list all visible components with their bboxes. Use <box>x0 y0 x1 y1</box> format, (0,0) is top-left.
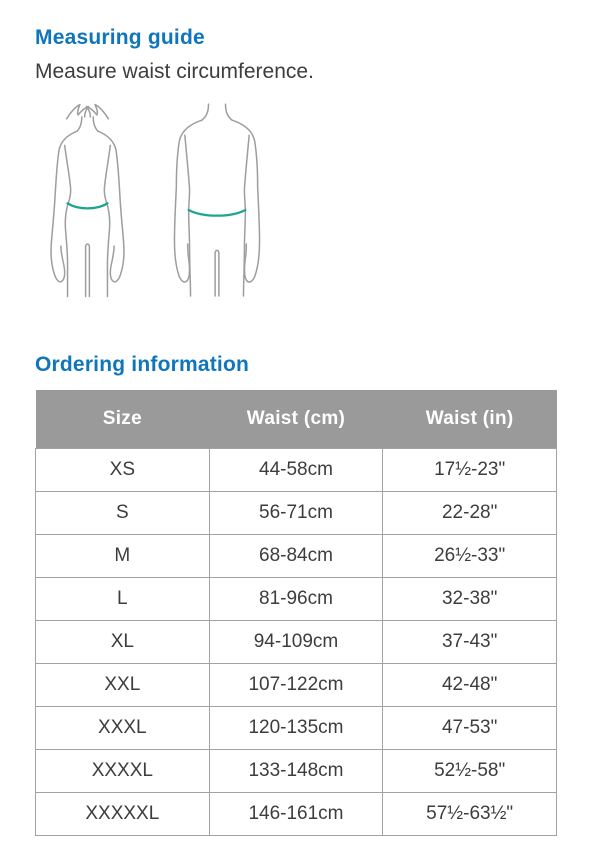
table-row <box>36 663 557 706</box>
table-cell: XXL <box>36 663 210 706</box>
table-cell: 57½-63½" <box>383 792 557 835</box>
measuring-guide-section <box>35 26 557 300</box>
table-row <box>36 534 557 577</box>
table-cell: 68-84cm <box>209 534 383 577</box>
table-row <box>36 577 557 620</box>
table-cell: L <box>36 577 210 620</box>
table-cell: 32-38" <box>383 577 557 620</box>
table-row <box>36 448 557 491</box>
male-neck <box>202 104 232 120</box>
column-header-waist-in: Waist (in) <box>383 390 557 448</box>
waist-line <box>68 204 108 209</box>
table-row <box>36 491 557 534</box>
table-cell: XL <box>36 620 210 663</box>
female-hair <box>67 105 89 119</box>
table-cell: XXXXXL <box>36 792 210 835</box>
female-hair <box>87 105 109 119</box>
male-torso-right <box>243 135 249 296</box>
table-row <box>36 749 557 792</box>
ordering-information-title: Ordering information <box>35 353 249 377</box>
table-cell: 42-48" <box>383 663 557 706</box>
female-figure-illustration <box>40 102 135 300</box>
male-figure-illustration <box>165 102 269 300</box>
table-cell: XXXL <box>36 706 210 749</box>
male-right-arm <box>232 120 259 282</box>
table-cell: XS <box>36 448 210 491</box>
size-table-header <box>36 390 557 448</box>
table-cell: 107-122cm <box>209 663 383 706</box>
table-cell: 52½-58" <box>383 749 557 792</box>
column-header-waist-cm: Waist (cm) <box>209 390 383 448</box>
table-cell: 120-135cm <box>209 706 383 749</box>
table-row <box>36 706 557 749</box>
measuring-guide-title: Measuring guide <box>35 26 205 49</box>
table-row <box>36 620 557 663</box>
male-leg-split <box>215 251 219 297</box>
female-neck <box>77 117 98 131</box>
table-cell: 94-109cm <box>209 620 383 663</box>
table-row <box>36 792 557 835</box>
table-cell: 22-28" <box>383 491 557 534</box>
table-cell: 56-71cm <box>209 491 383 534</box>
table-cell: 26½-33" <box>383 534 557 577</box>
male-torso-left <box>185 135 191 296</box>
table-cell: 44-58cm <box>209 448 383 491</box>
size-table <box>35 390 557 836</box>
table-cell: 133-148cm <box>209 749 383 792</box>
table-cell: XXXXL <box>36 749 210 792</box>
table-cell: 146-161cm <box>209 792 383 835</box>
female-torso-left <box>65 146 71 297</box>
table-cell: 81-96cm <box>209 577 383 620</box>
column-header-size: Size <box>36 390 210 448</box>
header-row <box>36 390 557 448</box>
table-cell: 17½-23" <box>383 448 557 491</box>
size-table-body <box>36 448 557 835</box>
table-cell: S <box>36 491 210 534</box>
female-leg-split <box>86 244 90 296</box>
ordering-information-section <box>35 353 557 836</box>
measurement-illustration <box>40 102 557 300</box>
table-cell: 47-53" <box>383 706 557 749</box>
table-cell: M <box>36 534 210 577</box>
table-cell: 37-43" <box>383 620 557 663</box>
waist-line <box>189 210 246 216</box>
female-torso-right <box>104 146 110 297</box>
male-left-arm <box>174 120 201 282</box>
measuring-guide-subtitle: Measure waist circumference. <box>35 60 314 84</box>
